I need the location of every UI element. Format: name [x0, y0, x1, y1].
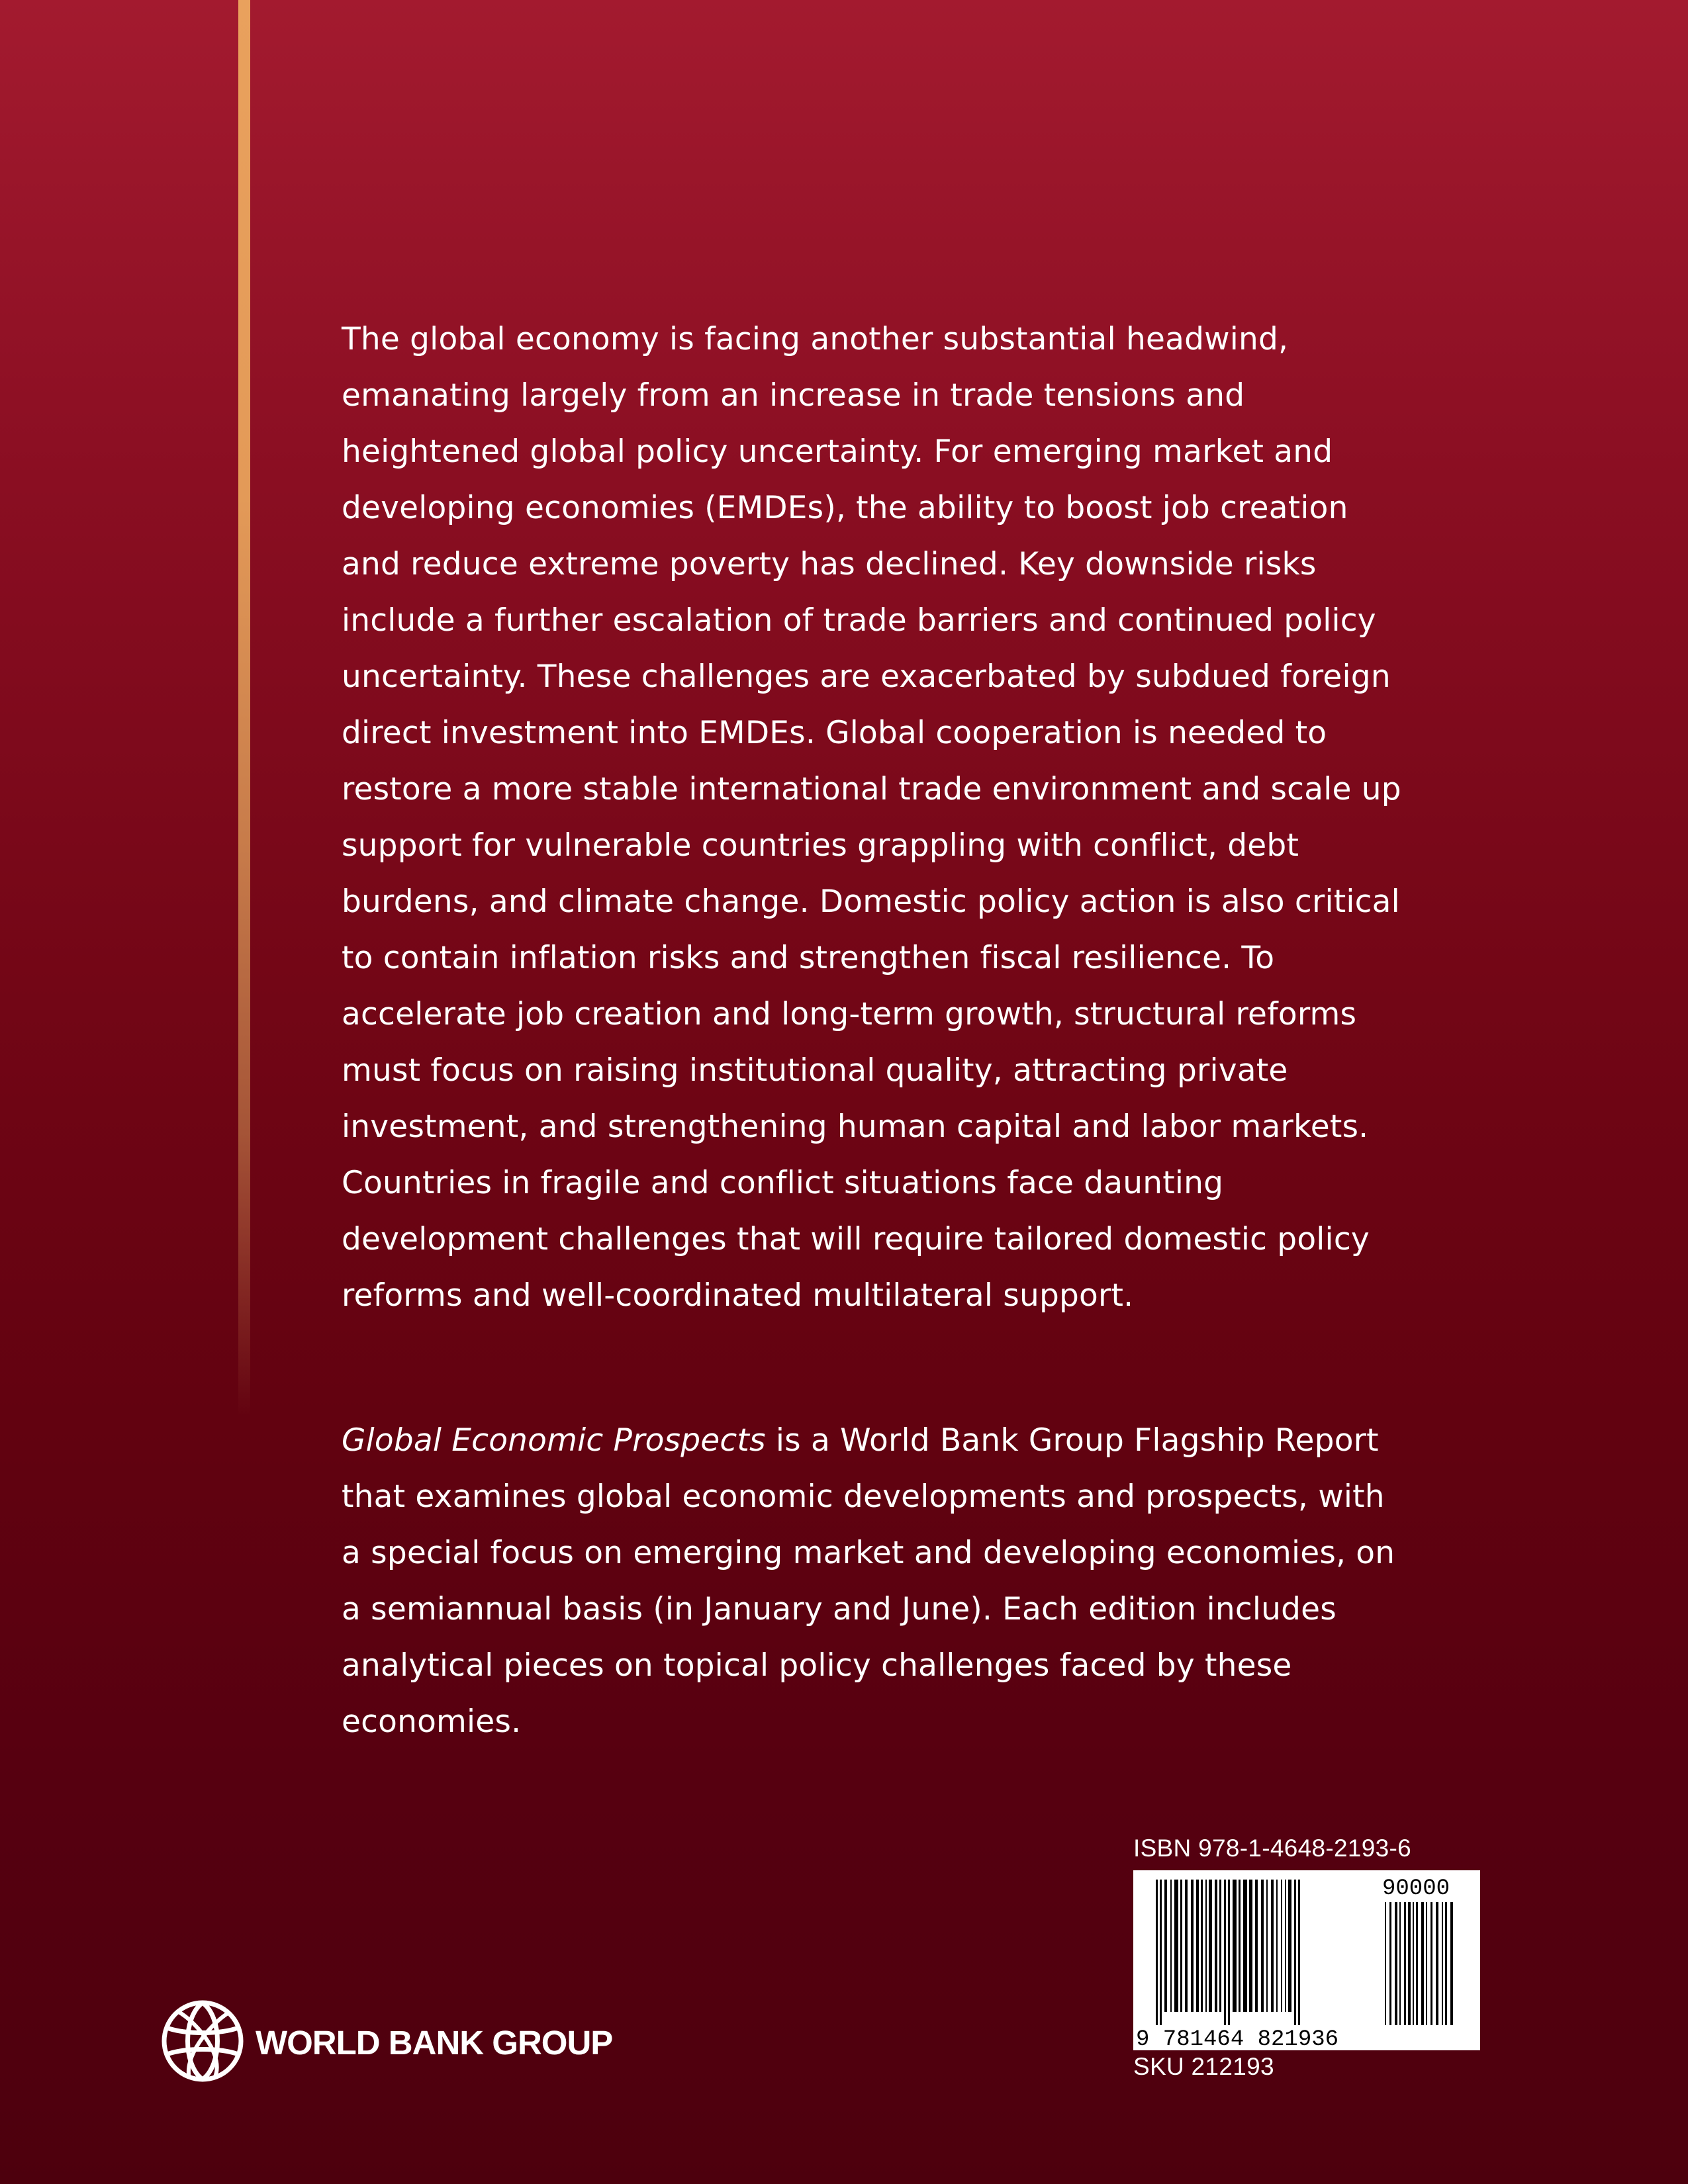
- barcode-bar: [1205, 1880, 1207, 2012]
- barcode-bar: [1215, 1880, 1217, 2012]
- barcode-bar: [1288, 1880, 1291, 2012]
- barcode-bar: [1201, 1880, 1203, 2012]
- barcode: [1133, 1870, 1480, 2050]
- barcode-bar: [1404, 1902, 1406, 2025]
- barcode-bar: [1228, 1880, 1230, 2025]
- barcode-bar: [1180, 1880, 1182, 2012]
- barcode-bar: [1164, 1880, 1167, 2012]
- barcode-bar: [1255, 1880, 1258, 2012]
- barcode-bar: [1408, 1902, 1411, 2025]
- barcode-bar: [1233, 1880, 1237, 2012]
- isbn-label: ISBN 978-1-4648-2193-6: [1133, 1835, 1412, 1862]
- about-text: is a World Bank Group Flagship Report that examines global economic developments and prospects, with a special focus on emerging market and developing economies, on a semiannual basis (in January and June). Each edition includes analytical pieces on topical policy challenges faced by these economies.: [342, 1422, 1395, 1740]
- barcode-bar: [1430, 1902, 1432, 2025]
- barcode-bar: [1160, 1880, 1162, 2025]
- barcode-bar: [1209, 1880, 1212, 2012]
- barcode-bar: [1219, 1880, 1221, 2012]
- barcode-bar: [1174, 1880, 1178, 2012]
- barcode-bar: [1413, 1902, 1414, 2025]
- barcode-bar: [1271, 1880, 1274, 2012]
- barcode-bar: [1266, 1880, 1268, 2012]
- addon-barcode-bars: [1385, 1902, 1453, 2025]
- main-barcode-bars: [1156, 1880, 1300, 2025]
- report-title: Global Economic Prospects: [342, 1422, 766, 1459]
- barcode-bar: [1276, 1880, 1278, 2012]
- barcode-bar: [1156, 1880, 1158, 2025]
- barcode-bar: [1389, 1902, 1391, 2025]
- barcode-bar: [1191, 1880, 1194, 2012]
- barcode-bar: [1450, 1902, 1453, 2025]
- price-code: 90000: [1382, 1876, 1450, 1901]
- barcode-bar: [1224, 1880, 1226, 2025]
- barcode-bar: [1281, 1880, 1282, 2012]
- barcode-bar: [1395, 1902, 1397, 2025]
- barcode-bar: [1285, 1880, 1286, 2012]
- summary-paragraph: The global economy is facing another substantial headwind, emanating largely from an increase in trade tensions and heightened global policy uncertainty. For emerging market and developing economies (EMDEs), the ability to boost job creation and reduce extreme poverty has declined. Key downside risks include a further escalation of trade barriers and continued policy uncertainty. These challenges are exacerbated by subdued foreign direct investment into EMDEs. Global cooperation is needed to restore a more stable international trade environment and scale up support for vulnerable countries grappling with conflict, debt burdens, and climate change. Domestic policy action is also critical to contain inflation risks and strengthen fiscal resilience. To accelerate job creation and long-term growth, structural reforms must focus on raising institutional quality, attracting private investment, and strengthening human capital and labor markets. Countries in fragile and conflict situations face daunting development challenges that will require tailored domestic policy reforms and well-coordinated multilateral support.: [342, 321, 1401, 1314]
- logo-wordmark: WORLD BANK GROUP: [256, 2023, 613, 2062]
- barcode-bar: [1239, 1880, 1241, 2012]
- barcode-bar: [1185, 1880, 1188, 2012]
- barcode-bar: [1436, 1902, 1438, 2025]
- barcode-graphic: [1133, 1870, 1480, 2050]
- barcode-bar: [1170, 1880, 1172, 2012]
- barcode-bar: [1298, 1880, 1300, 2025]
- barcode-bar: [1249, 1880, 1252, 2012]
- barcode-bar: [1445, 1902, 1447, 2025]
- globe-icon: [159, 1997, 246, 2087]
- accent-bar: [238, 0, 250, 1416]
- barcode-bar: [1385, 1902, 1386, 2025]
- barcode-bar: [1294, 1880, 1296, 2025]
- barcode-bar: [1426, 1902, 1427, 2025]
- sku-label: SKU 212193: [1133, 2053, 1274, 2080]
- barcode-number: 9 781464 821936: [1136, 2027, 1339, 2050]
- world-bank-group-logo: [159, 1997, 612, 2087]
- barcode-bar: [1196, 1880, 1199, 2012]
- barcode-bar: [1243, 1880, 1247, 2012]
- barcode-bar: [1442, 1902, 1443, 2025]
- barcode-bar: [1416, 1902, 1418, 2025]
- barcode-bar: [1261, 1880, 1264, 2012]
- barcode-bar: [1421, 1902, 1424, 2025]
- about-paragraph: [342, 1412, 1407, 1750]
- barcode-bar: [1399, 1902, 1401, 2025]
